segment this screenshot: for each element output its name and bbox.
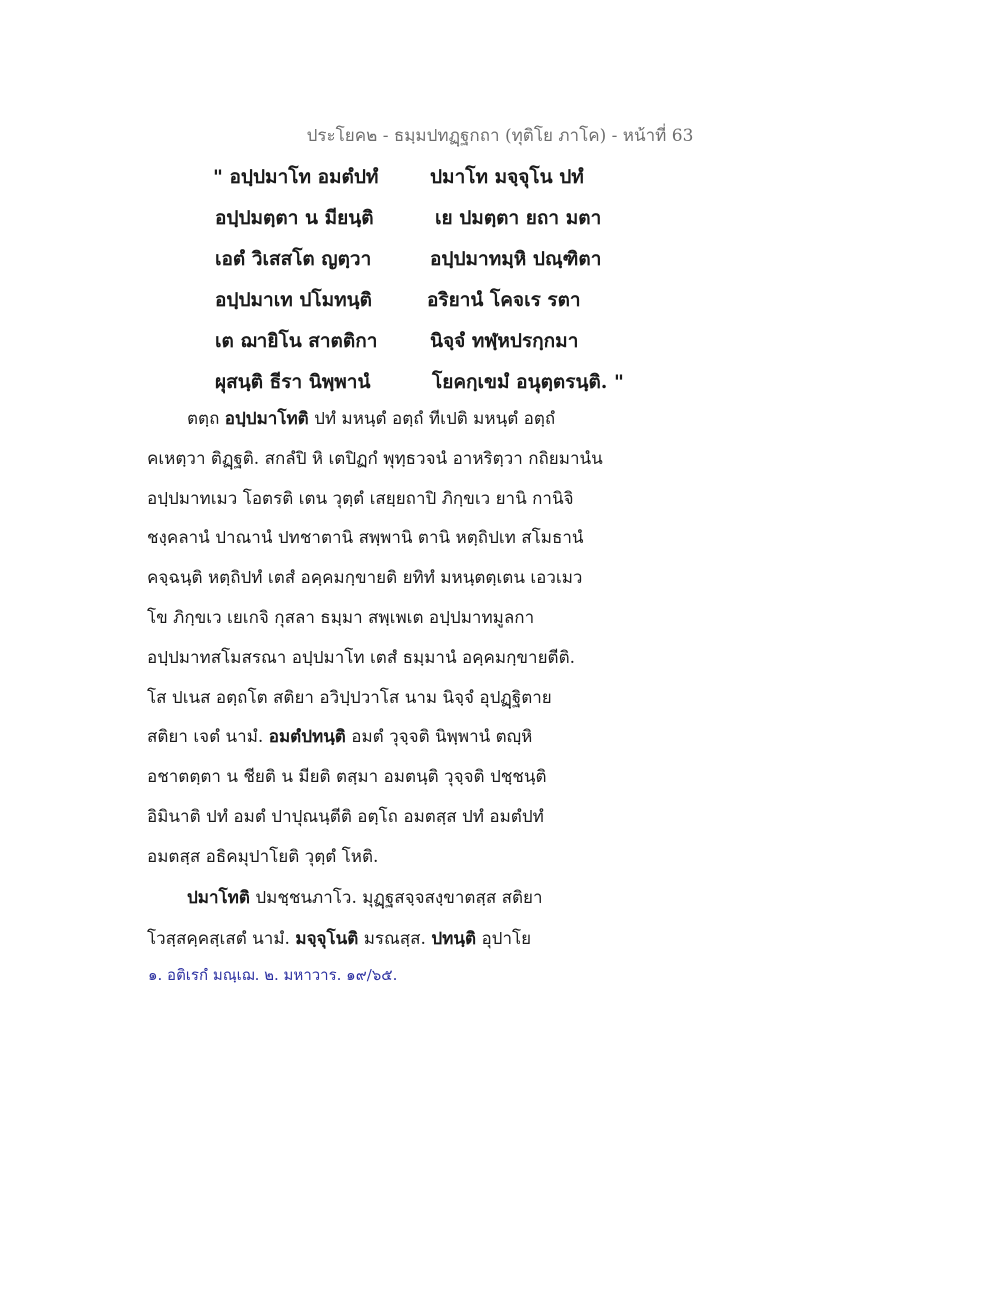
- verse-line: [0, 322, 1000, 363]
- body-line: คเหตฺวา ติฏฺฐติ. สกลํปิ หิ เตปิฏกํ พุทฺธวจนํ อาหริตฺวา กถิยมานํน: [147, 448, 603, 469]
- text-run: โวสฺสคฺคสฺเสตํ นามํ.: [147, 929, 296, 949]
- verse-right: โยคกฺเขมํ อนุตฺตรนฺติ. ": [432, 371, 624, 393]
- verse-right: อปฺปมาทมฺหิ ปณฺฑิตา: [430, 248, 602, 270]
- text-run: สติยา เจตํ นามํ.: [147, 727, 269, 748]
- body-line: โส ปเนส อตฺถโต สติยา อวิปฺปวาโส นาม นิจฺจํ อุปฏฺฐิตาย: [147, 687, 552, 708]
- bold-term: อปฺปมาโทติ: [224, 409, 309, 429]
- verse-line: [0, 363, 1000, 404]
- footnote: ๑. อติเรกํ มณฺเฌ. ๒. มหาวาร. ๑๙/๖๕.: [148, 966, 398, 984]
- bold-term: ปมาโทติ: [187, 888, 250, 908]
- body-line: อปฺปมาทเมว โอตรติ เตน วุตฺตํ เสยฺยถาปิ ภิกฺขเว ยานิ กานิจิ: [147, 488, 574, 509]
- verse-right: นิจฺจํ ทฬฺหปรกฺกมา: [430, 330, 579, 352]
- verse-left: " อปฺปมาโท อมตํปทํ: [213, 166, 379, 188]
- verse-left: อปฺปมาเท ปโมทนฺติ: [215, 289, 373, 311]
- verse-left: เต ฌายิโน สาตติกา: [215, 330, 378, 352]
- text-run: ปทํ มหนฺตํ อตฺถํ ทีเปติ มหนฺตํ อตฺถํ: [308, 409, 556, 429]
- text-run: อมตํ วุจฺจติ นิพฺพานํ ตญฺหิ: [345, 727, 533, 748]
- verse-left: เอตํ วิเสสโต ญตฺวา: [215, 248, 372, 270]
- text-run: ตตฺถ: [187, 409, 225, 429]
- page-header: ประโยค๒ - ธมฺมปทฏฺฐกถา (ทุติโย ภาโค) - หน้าที่ 63: [306, 126, 694, 146]
- verse-line: [0, 281, 1000, 322]
- bold-term: อมตํปทนฺติ: [268, 727, 346, 748]
- body-line: [147, 718, 687, 758]
- bold-term: ปทนฺติ: [431, 929, 477, 949]
- verse-left: ผุสนฺติ ธีรา นิพฺพานํ: [215, 371, 371, 393]
- body-line: ชงฺคลานํ ปาณานํ ปทชาตานิ สพฺพานิ ตานิ หตฺถิปเท สโมธานํ: [147, 528, 584, 549]
- body-line: [147, 878, 687, 919]
- body-line: [147, 400, 687, 440]
- body-line: โข ภิกฺขเว เยเกจิ กุสลา ธมฺมา สพฺเพเต อปฺปมาทมูลกา: [147, 607, 535, 628]
- body-line: อมตสฺส อธิคมุปาโยติ วุตฺตํ โหติ.: [147, 846, 379, 867]
- verse-left: อปฺปมตฺตา น มียนฺติ: [215, 207, 374, 229]
- text-run: ปมชฺชนภาโว. มุฏฺฐสจฺจสงฺขาตสฺส สติยา: [249, 888, 543, 908]
- body-line: อชาตตฺตา น ชียติ น มียติ ตสฺมา อมตนฺติ วุจฺจติ ปชฺชนฺติ: [147, 767, 547, 788]
- bold-term: มจฺจุโนติ: [295, 929, 359, 949]
- body-line: อปฺปมาทสโมสรณา อปฺปมาโท เตสํ ธมฺมานํ อคฺคมกฺขายตีติ.: [147, 647, 576, 668]
- verse-line: [0, 199, 1000, 240]
- verse-block: [0, 158, 1000, 404]
- text-run: อุปาโย: [476, 929, 532, 949]
- body-line: คจฺฉนฺติ หตฺถิปทํ เตสํ อคฺคมกฺขายติ ยทิทํ มหนฺตตฺเตน เอวเมว: [147, 568, 583, 589]
- verse-line: [0, 158, 1000, 199]
- verse-line: [0, 240, 1000, 281]
- verse-right: ปมาโท มจฺจุโน ปทํ: [430, 166, 584, 188]
- body-line: อิมินาติ ปทํ อมตํ ปาปุณนฺตีติ อตฺโถ อมตสฺส ปทํ อมตํปทํ: [147, 806, 544, 827]
- verse-right: อริยานํ โคจเร รตา: [427, 289, 581, 311]
- body-line: [147, 919, 687, 960]
- verse-right: เย ปมตฺตา ยถา มตา: [435, 207, 602, 229]
- text-run: มรณสฺส.: [358, 929, 432, 949]
- paragraph-2: [147, 878, 687, 960]
- paragraph-1: [147, 400, 687, 878]
